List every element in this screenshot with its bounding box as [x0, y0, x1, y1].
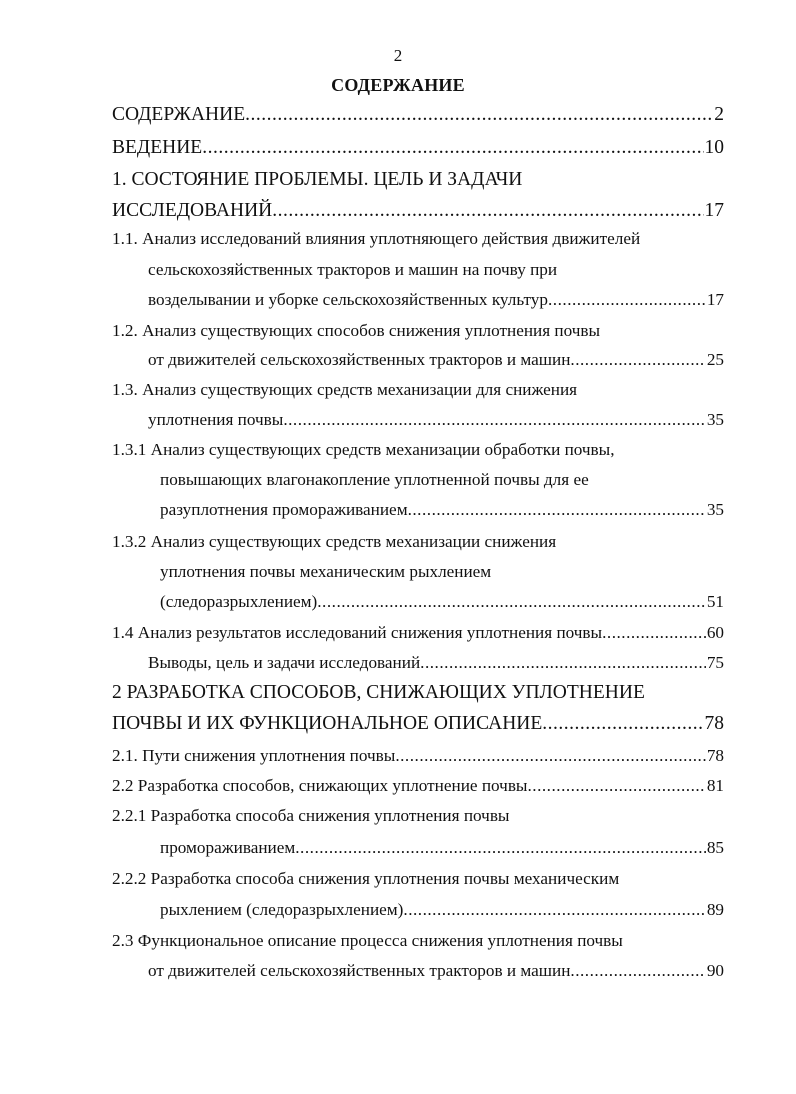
dot-leader [295, 836, 706, 860]
toc-entry-page: 35 [706, 500, 724, 519]
toc-entry-page: 10 [704, 137, 724, 158]
toc-entry-page: 81 [706, 776, 724, 795]
toc-entry-1-1[interactable] [148, 288, 724, 312]
toc-entry-2-3-line-1[interactable]: 2.3 Функциональное описание процесса снижения уплотнения почвы [112, 931, 623, 950]
toc-entry-conclusions[interactable] [148, 651, 724, 675]
toc-entry-1-3-2[interactable] [160, 590, 724, 614]
toc-entry-1-3-1[interactable] [160, 498, 724, 522]
dot-leader [272, 199, 703, 223]
toc-entry-2-2-2[interactable] [160, 898, 724, 922]
toc-entry-page: 75 [706, 653, 724, 672]
toc-entry-page: 78 [704, 713, 724, 734]
toc-entry-text: СОДЕРЖАНИЕ [112, 104, 246, 125]
toc-entry-text: ИССЛЕДОВАНИЙ [112, 200, 273, 221]
toc-entry-page: 78 [706, 746, 724, 765]
toc-entry-2-2-2-line-1[interactable]: 2.2.2 Разработка способа снижения уплотнения почвы механическим [112, 869, 620, 888]
toc-entry-page: 17 [704, 200, 724, 221]
toc-entry-text: уплотнения почвы [148, 410, 284, 429]
toc-entry-1-1-line-1[interactable]: 1.1. Анализ исследований влияния уплотняющего действия движителей [112, 229, 641, 248]
toc-entry-text: ПОЧВЫ И ИХ ФУНКЦИОНАЛЬНОЕ ОПИСАНИЕ [112, 713, 543, 734]
toc-entry-1-3[interactable] [148, 408, 724, 432]
toc-entry-chapter-2[interactable] [112, 712, 724, 736]
toc-entry-2-2-1[interactable] [160, 836, 724, 860]
toc-entry-2-2-1-line-1[interactable]: 2.2.1 Разработка способа снижения уплотнения почвы [112, 806, 510, 825]
dot-leader [395, 744, 705, 768]
toc-entry-text: возделывании и уборке сельскохозяйственных культур [148, 290, 548, 309]
toc-entry-page: 35 [706, 410, 724, 429]
toc-entry-1-3-1-line-2[interactable]: повышающих влагонакопление уплотненной почвы для ее [160, 470, 589, 489]
dot-leader [602, 621, 706, 645]
toc-entry-text: 2.1. Пути снижения уплотнения почвы [112, 746, 396, 765]
toc-entry-1-1-line-2[interactable]: сельскохозяйственных тракторов и машин на почву при [148, 260, 558, 279]
toc-entry-page: 51 [706, 592, 724, 611]
dot-leader [527, 774, 705, 798]
toc-entry-text: Выводы, цель и задачи исследований [148, 653, 421, 672]
dot-leader [403, 898, 705, 922]
toc-entry-1-3-2-line-2[interactable]: уплотнения почвы механическим рыхлением [160, 562, 492, 581]
dot-leader [202, 136, 703, 160]
dot-leader [570, 348, 705, 372]
toc-entry-text: 1.4 Анализ результатов исследований снижения уплотнения почвы [112, 623, 603, 642]
toc-entry-1-3-line-1[interactable]: 1.3. Анализ существующих средств механизации для снижения [112, 380, 578, 399]
page-number: 2 [393, 46, 403, 65]
toc-entry-text: от движителей сельскохозяйственных тракторов и машин [148, 350, 571, 369]
toc-entry-1-2[interactable] [148, 348, 724, 372]
toc-entry-page: 25 [706, 350, 724, 369]
toc-entry-page: 2 [714, 104, 724, 125]
toc-entry-contents[interactable] [112, 103, 724, 127]
toc-entry-text: (следоразрыхлением) [160, 592, 318, 611]
toc-entry-chapter-1-line-1[interactable]: 1. СОСТОЯНИЕ ПРОБЛЕМЫ. ЦЕЛЬ И ЗАДАЧИ [112, 169, 523, 190]
toc-entry-page: 89 [706, 900, 724, 919]
dot-leader [420, 651, 706, 675]
toc-entry-text: промораживанием [160, 838, 296, 857]
toc-entry-text: 2.2 Разработка способов, снижающих уплотнение почвы [112, 776, 528, 795]
dot-leader [245, 103, 713, 127]
toc-entry-page: 17 [706, 290, 724, 309]
toc-entry-page: 90 [706, 961, 724, 980]
toc-entry-chapter-1[interactable] [112, 199, 724, 223]
toc-entry-2-1[interactable] [112, 744, 724, 768]
dot-leader [542, 712, 703, 736]
page-title: СОДЕРЖАНИЕ [331, 75, 465, 95]
toc-entry-text: разуплотнения промораживанием [160, 500, 408, 519]
dot-leader [408, 498, 706, 522]
dot-leader [548, 288, 706, 312]
toc-entry-page: 85 [706, 838, 724, 857]
toc-entry-1-3-1-line-1[interactable]: 1.3.1 Анализ существующих средств механизации обработки почвы, [112, 440, 615, 459]
toc-entry-2-2[interactable] [112, 774, 724, 798]
toc-entry-text: ВЕДЕНИЕ [112, 137, 203, 158]
dot-leader [317, 590, 706, 614]
toc-entry-1-2-line-1[interactable]: 1.2. Анализ существующих способов снижения уплотнения почвы [112, 321, 601, 340]
toc-entry-text: от движителей сельскохозяйственных тракторов и машин [148, 961, 571, 980]
dot-leader [570, 959, 705, 983]
toc-entry-2-3[interactable] [148, 959, 724, 983]
toc-entry-1-4[interactable] [112, 621, 724, 645]
toc-entry-1-3-2-line-1[interactable]: 1.3.2 Анализ существующих средств механизации снижения [112, 532, 557, 551]
dot-leader [283, 408, 705, 432]
toc-entry-page: 60 [706, 623, 724, 642]
toc-entry-text: рыхлением (следоразрыхлением) [160, 900, 404, 919]
toc-entry-chapter-2-line-1[interactable]: 2 РАЗРАБОТКА СПОСОБОВ, СНИЖАЮЩИХ УПЛОТНЕНИЕ [112, 682, 645, 703]
toc-entry-introduction[interactable] [112, 136, 724, 160]
